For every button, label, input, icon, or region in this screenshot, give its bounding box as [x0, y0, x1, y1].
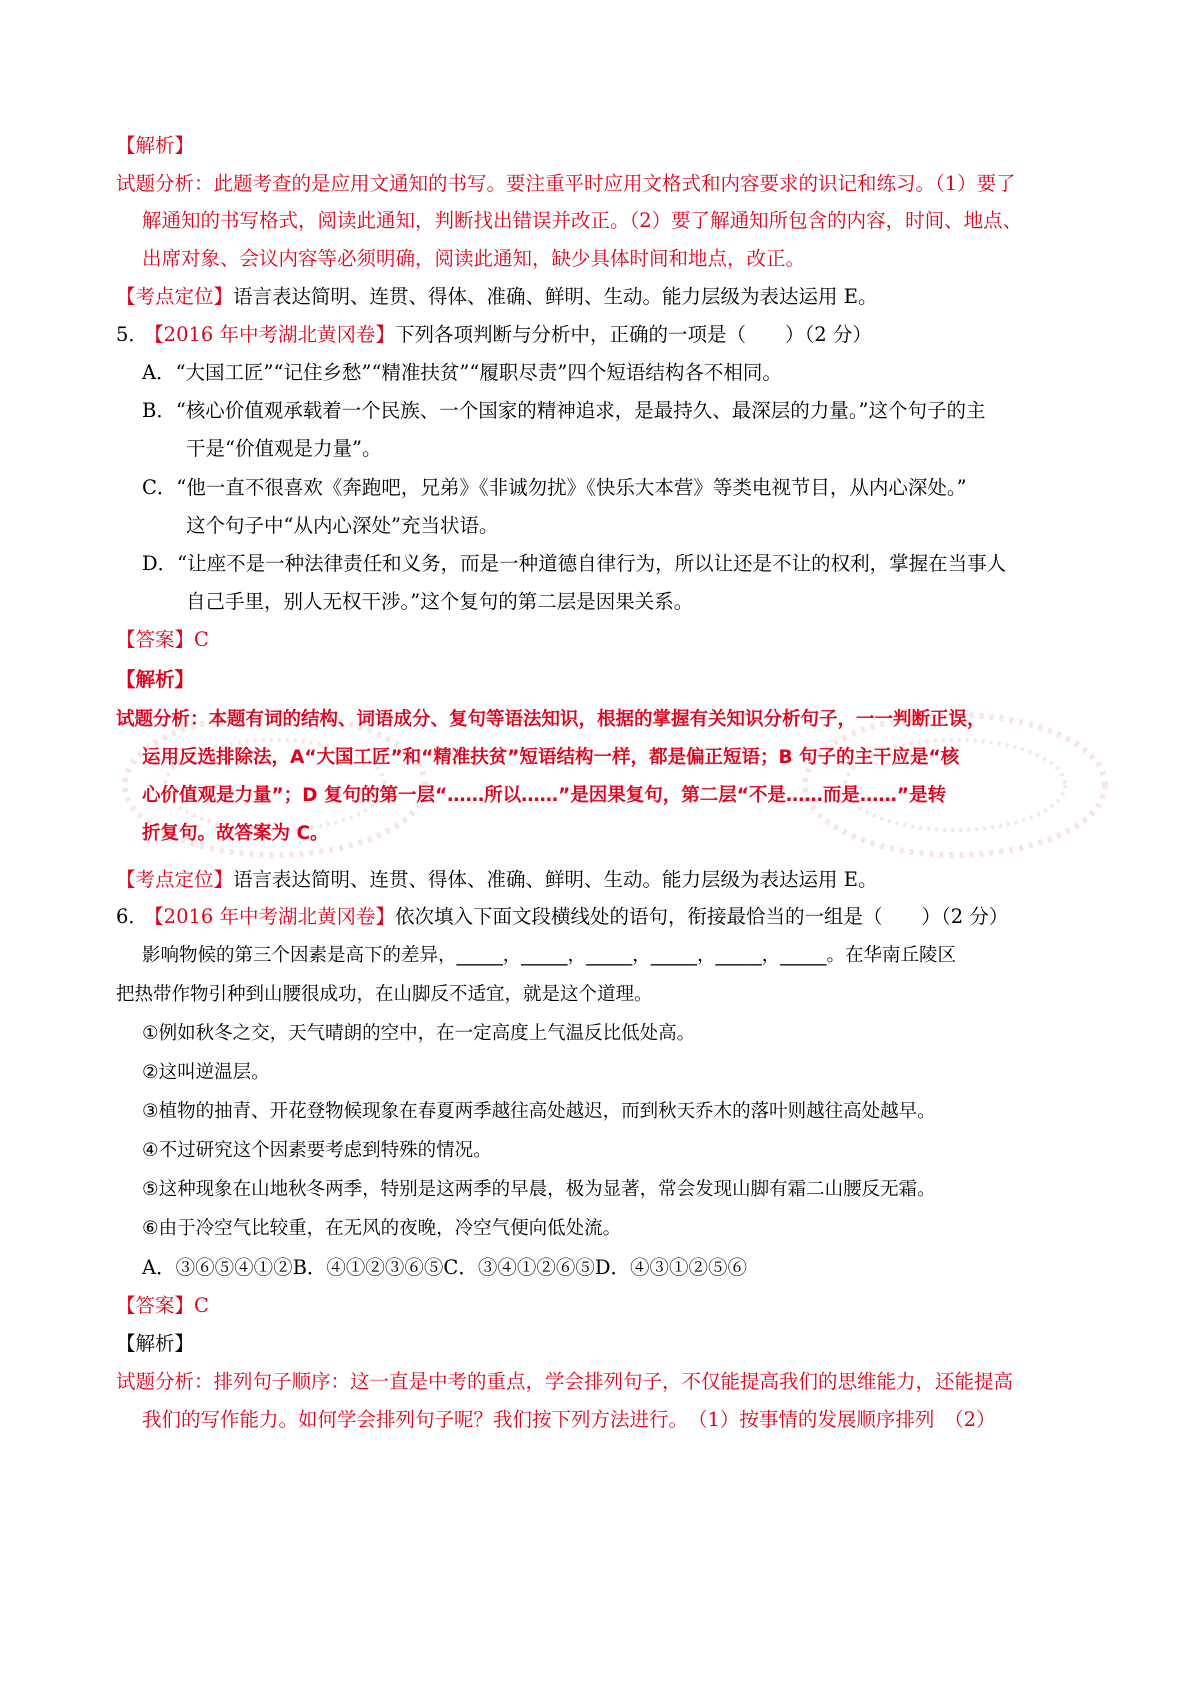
analysis-line: 解通知的书写格式，阅读此通知，判断找出错误并改正。（2）要了解通知所包含的内容，时间、地点、	[142, 209, 1023, 232]
sentence-2: ②这叫逆温层。	[142, 1062, 270, 1083]
sentence-3: ③植物的抽青、开花登物候现象在春夏两季越往高处越迟，而到秋天乔木的落叶则越往高处越早。	[142, 1101, 936, 1122]
kaodian-tag: 【考点定位】	[116, 868, 234, 891]
kaodian-text: 语言表达简明、连贯、得体、准确、鲜明、生动。能力层级为表达运用 E。	[233, 868, 878, 891]
question-source: 【2016 年中考湖北黄冈卷】	[153, 905, 395, 928]
option-b: B．“核心价值观承载着一个民族、一个国家的精神追求，是最持久、最深层的力量。”这个句子的主	[142, 399, 986, 422]
kaodian-row-5	[116, 866, 877, 894]
analysis-heading-5: 【解析】	[116, 668, 195, 691]
sentence-1: ①例如秋冬之交，天气晴朗的空中，在一定高度上气温反比低处高。	[142, 1023, 696, 1044]
passage-line: 影响物候的第三个因素是高下的差异，_____，_____，_____，_____，_____，_____。在华南丘陵区	[142, 945, 957, 966]
answer-value: C	[194, 628, 209, 651]
question-number: 6．	[116, 905, 148, 928]
question-5-stem	[116, 321, 872, 349]
analysis-line: 折复句。故答案为 C。	[142, 823, 329, 844]
option-b-cont: 干是“价值观是力量”。	[186, 437, 382, 460]
kaodian-row-1	[116, 283, 877, 311]
analysis-line: 出席对象、会议内容等必须明确，阅读此通知，缺少具体时间和地点，改正。	[142, 247, 806, 270]
option-c-cont: 这个句子中“从内心深处”充当状语。	[186, 514, 499, 537]
analysis-line: 我们的写作能力。如何学会排列句子呢？我们按下列方法进行。 （1）按事情的发展顺序排列 （2）	[142, 1408, 996, 1431]
question-text: 下列各项判断与分析中，正确的一项是（ ）（2 分）	[395, 323, 872, 346]
analysis-line: 试题分析：排列句子顺序：这一直是中考的重点，学会排列句子，不仅能提高我们的思维能力，还能提高	[116, 1370, 1014, 1393]
option-a: A．“大国工匠”“记住乡愁”“精准扶贫”“履职尽责”四个短语结构各不相同。	[142, 361, 782, 384]
analysis-heading-6: 【解析】	[116, 1332, 195, 1355]
analysis-line: 心价值观是力量”；D 复句的第一层“……所以……”是因果复句，第二层“不是……而是……”是转	[142, 785, 947, 806]
choices-row: A．③⑥⑤④①②B．④①②③⑥⑤C．③④①②⑥⑤D．④③①②⑤⑥	[142, 1256, 747, 1279]
question-source: 【2016 年中考湖北黄冈卷】	[153, 323, 395, 346]
sentence-4: ④不过研究这个因素要考虑到特殊的情况。	[142, 1140, 492, 1161]
answer-tag: 【答案】	[116, 1294, 195, 1317]
answer-row-5	[116, 626, 209, 654]
option-d-cont: 自己手里，别人无权干涉。”这个复句的第二层是因果关系。	[186, 590, 694, 613]
answer-row-6	[116, 1292, 209, 1320]
sentence-6: ⑥由于冷空气比较重，在无风的夜晚，冷空气便向低处流。	[142, 1218, 622, 1239]
question-number: 5．	[116, 323, 148, 346]
kaodian-tag: 【考点定位】	[116, 285, 234, 308]
kaodian-text: 语言表达简明、连贯、得体、准确、鲜明、生动。能力层级为表达运用 E。	[233, 285, 878, 308]
answer-tag: 【答案】	[116, 628, 195, 651]
analysis-line: 运用反选排除法，A“大国工匠”和“精准扶贫”短语结构一样，都是偏正短语；B 句子的主干应是“核	[142, 747, 960, 768]
passage-line: 把热带作物引种到山腰很成功，在山脚反不适宜，就是这个道理。	[116, 984, 653, 1005]
option-d: D．“让座不是一种法律责任和义务，而是一种道德自律行为，所以让还是不让的权利，掌握在当事人	[142, 552, 1007, 575]
question-6-stem	[116, 903, 1008, 931]
analysis-heading-1: 【解析】	[116, 134, 195, 157]
option-c: C．“他一直不很喜欢《奔跑吧，兄弟》《非诚勿扰》《快乐大本营》等类电视节目，从内心深处。”	[142, 476, 967, 499]
sentence-5: ⑤这种现象在山地秋冬两季，特别是这两季的早晨，极为显著，常会发现山脚有霜二山腰反无霜。	[142, 1179, 936, 1200]
question-text: 依次填入下面文段横线处的语句，衔接最恰当的一组是（ ）（2 分）	[395, 905, 1009, 928]
analysis-line: 试题分析：此题考查的是应用文通知的书写。要注重平时应用文格式和内容要求的识记和练习。（1）要了	[116, 172, 1016, 195]
answer-value: C	[194, 1294, 209, 1317]
analysis-line: 试题分析：本题有词的结构、词语成分、复句等语法知识，根据的掌握有关知识分析句子，一一判断正误，	[116, 709, 986, 730]
